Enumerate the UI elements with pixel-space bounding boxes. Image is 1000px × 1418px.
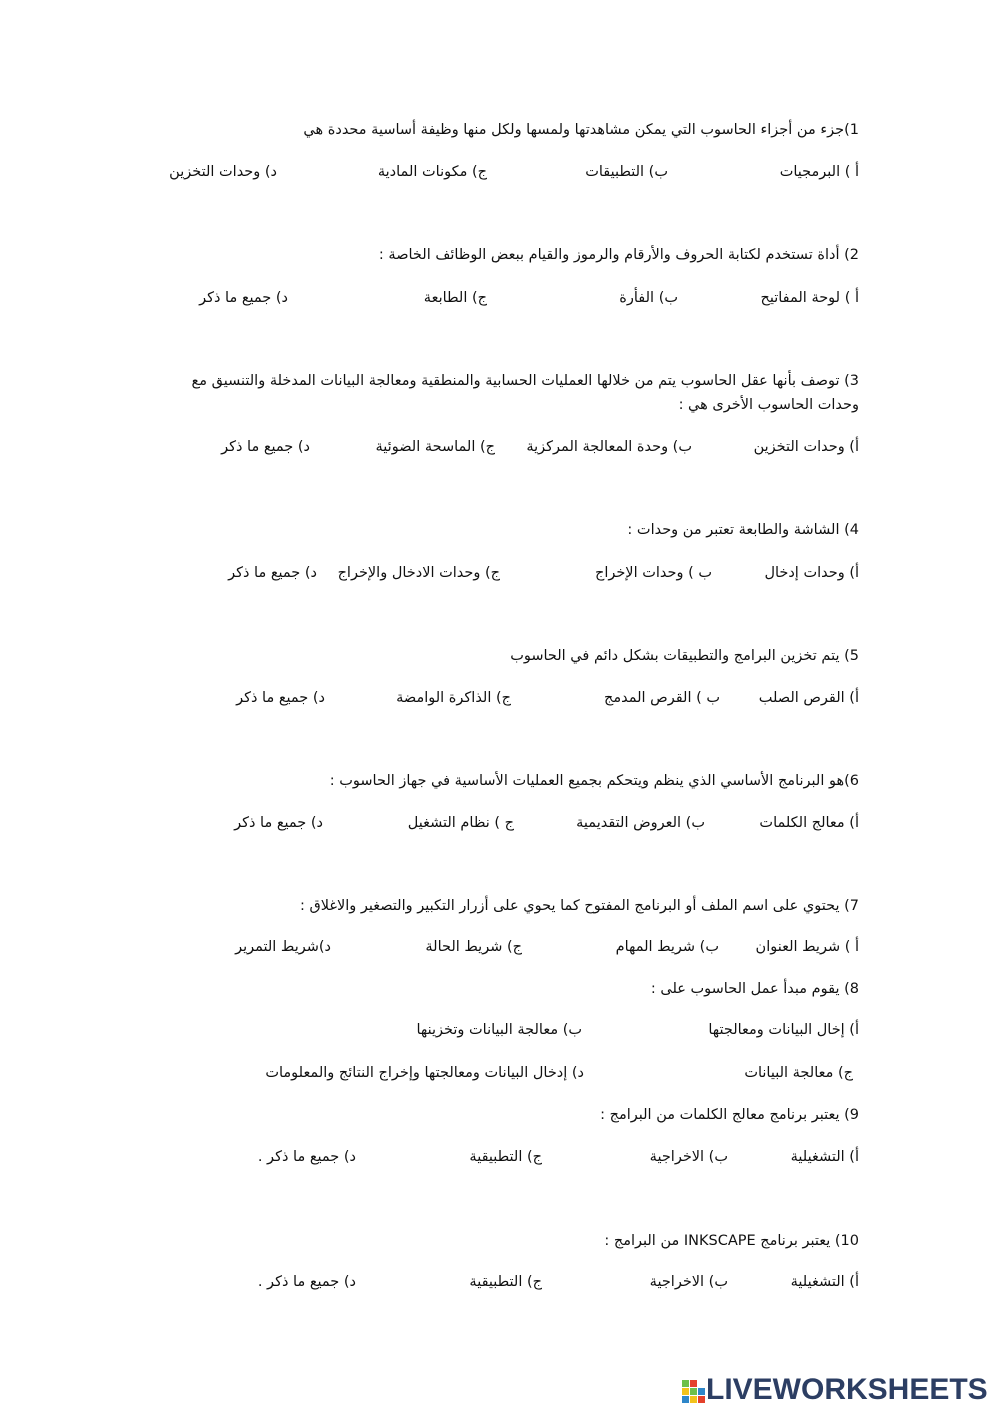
liveworksheets-footer: [680, 1373, 990, 1418]
q9-option-d[interactable]: د) جميع ما ذكر .: [257, 1149, 356, 1165]
question-3: 3) توصف بأنها عقل الحاسوب يتم من خلالها العمليات الحسابية والمنطقية ومعالجة البيانات المدخلة والتنسيق مع وحدات الحاسوب الأخرى هي :: [191, 373, 859, 413]
q10-option-c[interactable]: ج) التطبيقية: [469, 1274, 542, 1290]
q8-option-b[interactable]: ب) معالجة البيانات وتخزينها: [416, 1022, 582, 1038]
q1-option-a[interactable]: أ ) البرمجيات: [779, 164, 859, 180]
q3-option-c[interactable]: ج) الماسحة الضوئية: [375, 439, 495, 455]
q10-option-b[interactable]: ب) الاخراجية: [649, 1274, 728, 1290]
q9-option-b[interactable]: ب) الاخراجية: [649, 1149, 728, 1165]
q4-option-d[interactable]: د) جميع ما ذكر: [228, 565, 317, 581]
q6-option-d[interactable]: د) جميع ما ذكر: [234, 815, 323, 831]
q2-option-d[interactable]: د) جميع ما ذكر: [199, 290, 288, 306]
q3-option-a[interactable]: أ) وحدات التخزين: [753, 439, 859, 455]
q1-option-d[interactable]: د) وحدات التخزين: [169, 164, 277, 180]
q4-option-c[interactable]: ج) وحدات الادخال والإخراج: [337, 565, 500, 581]
q5-option-b[interactable]: ب ) القرص المدمج: [603, 690, 720, 706]
q2-option-b[interactable]: ب) الفأرة: [619, 290, 678, 306]
q10-option-d[interactable]: د) جميع ما ذكر .: [257, 1274, 356, 1290]
q5-option-a[interactable]: أ) القرص الصلب: [758, 690, 859, 706]
q1-option-c[interactable]: ج) مكونات المادية: [377, 164, 487, 180]
q4-option-a[interactable]: أ) وحدات إدخال: [764, 565, 859, 581]
q3-option-b[interactable]: ب) وحدة المعالجة المركزية: [526, 439, 692, 455]
q10-option-a[interactable]: أ) التشغيلية: [790, 1274, 859, 1290]
question-2: 2) أداة تستخدم لكتابة الحروف والأرقام والرموز والقيام ببعض الوظائف الخاصة :: [378, 247, 859, 263]
q7-option-a[interactable]: أ ) شريط العنوان: [755, 939, 859, 955]
q9-option-a[interactable]: أ) التشغيلية: [790, 1149, 859, 1165]
question-6: 6)هو البرنامج الأساسي الذي ينظم ويتحكم بجميع العمليات الأساسية في جهاز الحاسوب :: [329, 773, 859, 789]
q6-option-c[interactable]: ج ) نظام التشغيل: [407, 815, 514, 831]
q5-option-c[interactable]: ج) الذاكرة الوامضة: [396, 690, 511, 706]
liveworksheets-brand: LIVEWORKSHEETS: [706, 1373, 988, 1406]
q7-option-d[interactable]: د)شريط التمرير: [235, 939, 331, 955]
q9-option-c[interactable]: ج) التطبيقية: [469, 1149, 542, 1165]
question-8: 8) يقوم مبدأ عمل الحاسوب على :: [650, 981, 859, 997]
question-7: 7) يحتوي على اسم الملف أو البرنامج المفتوح كما يحوي على أزرار التكبير والتصغير والاغلاق :: [299, 898, 859, 914]
q1-option-b[interactable]: ب) التطبيقات: [585, 164, 668, 180]
question-1: 1)جزء من أجزاء الحاسوب التي يمكن مشاهدتها ولمسها ولكل منها وظيفة أساسية محددة هي: [303, 122, 859, 138]
q8-option-c[interactable]: ج) معالجة البيانات: [744, 1065, 853, 1081]
q8-option-d[interactable]: د) إدخال البيانات ومعالجتها وإخراج النتائج والمعلومات: [265, 1065, 584, 1081]
question-4: 4) الشاشة والطابعة تعتبر من وحدات :: [627, 522, 859, 538]
q7-option-c[interactable]: ج) شريط الحالة: [425, 939, 522, 955]
question-5: 5) يتم تخزين البرامج والتطبيقات بشكل دائم في الحاسوب: [510, 648, 859, 664]
q6-option-b[interactable]: ب) العروض التقديمية: [576, 815, 705, 831]
question-10: 10) يعتبر برنامج INKSCAPE من البرامج :: [604, 1233, 859, 1249]
q2-option-c[interactable]: ج) الطابعة: [423, 290, 487, 306]
q2-option-a[interactable]: أ ) لوحة المفاتيح: [760, 290, 859, 306]
q8-option-a[interactable]: أ) إخال البيانات ومعالجتها: [708, 1022, 859, 1038]
q7-option-b[interactable]: ب) شريط المهام: [615, 939, 719, 955]
q4-option-b[interactable]: ب ) وحدات الإخراج: [594, 565, 712, 581]
question-9: 9) يعتبر برنامج معالج الكلمات من البرامج :: [600, 1107, 859, 1123]
q5-option-d[interactable]: د) جميع ما ذكر: [236, 690, 325, 706]
q6-option-a[interactable]: أ) معالج الكلمات: [759, 815, 859, 831]
q3-option-d[interactable]: د) جميع ما ذكر: [221, 439, 310, 455]
